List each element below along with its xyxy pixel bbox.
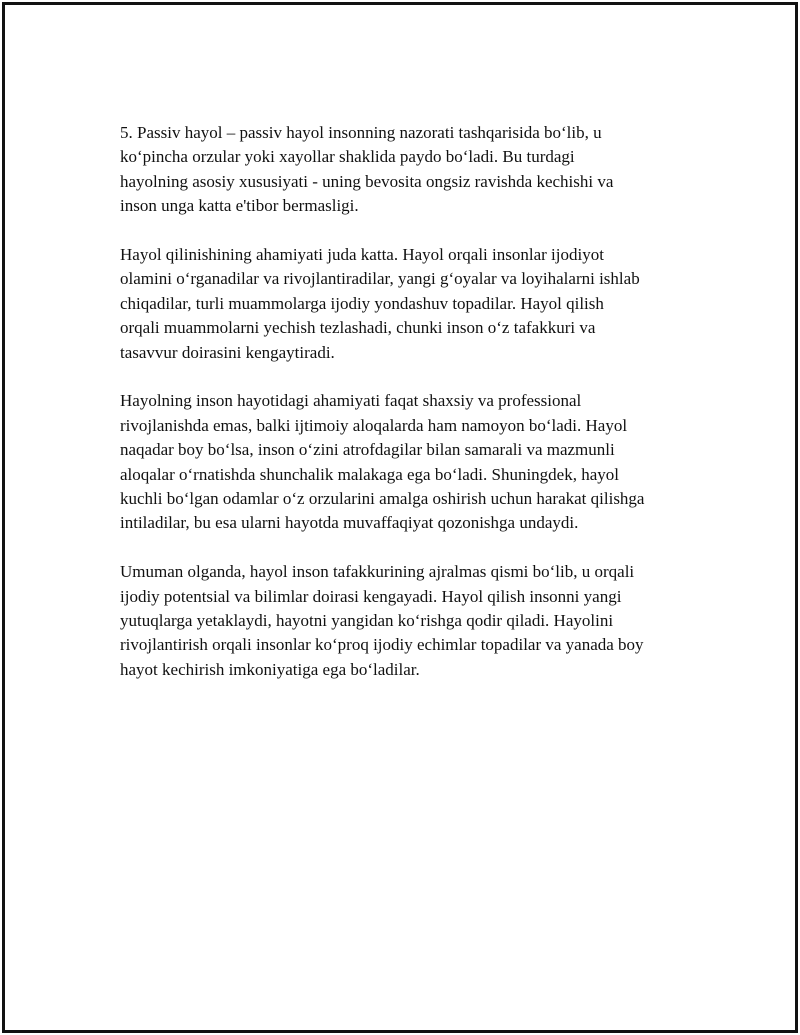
- document-body: [120, 121, 710, 707]
- paragraph-passive-imagination: 5. Passiv hayol – passiv hayol insonning nazorati tashqarisida bo‘lib, u ko‘pincha orzular yoki xayollar shaklida paydo bo‘ladi. Bu turdagi hayolning asosiy xususiyati - uning bevosita ongsiz ravishda kechishi va inson unga katta e'tibor bermasligi.: [120, 123, 614, 216]
- document-page: [2, 2, 798, 1033]
- paragraph-imagination-in-life: Hayolning inson hayotidagi ahamiyati faqat shaxsiy va professional rivojlanishda emas, balki ijtimoiy aloqalarda ham namoyon bo‘ladi. Hayol naqadar boy bo‘lsa, inson o‘zini atrofdagilar bilan samarali va mazmunli aloqalar o‘rnatishda shunchalik malakaga ega bo‘ladi. Shuningdek, hayol kuchli bo‘lgan odamlar o‘z orzularini amalga oshirish uchun harakat qilishga intiladilar, bu esa ularni hayotda muvaffaqiyat qozonishga undaydi.: [120, 391, 645, 533]
- paragraph-importance-of-imagination: Hayol qilinishining ahamiyati juda katta. Hayol orqali insonlar ijodiyot olamini o‘rganadilar va rivojlantiradilar, yangi g‘oyalar va loyihalarni ishlab chiqadilar, turli muammolarga ijodiy yondashuv topadilar. Hayol qilish orqali muammolarni yechish tezlashadi, chunki inson o‘z tafakkuri va tasavvur doirasini kengaytiradi.: [120, 245, 640, 362]
- paragraph-conclusion: Umuman olganda, hayol inson tafakkurining ajralmas qismi bo‘lib, u orqali ijodiy potentsial va bilimlar doirasi kengayadi. Hayol qilish insonni yangi yutuqlarga yetaklaydi, hayotni yangidan ko‘rishga qodir qiladi. Hayolini rivojlantirish orqali insonlar ko‘proq ijodiy echimlar topadilar va yanada boy hayot kechirish imkoniyatiga ega bo‘ladilar.: [120, 562, 644, 679]
